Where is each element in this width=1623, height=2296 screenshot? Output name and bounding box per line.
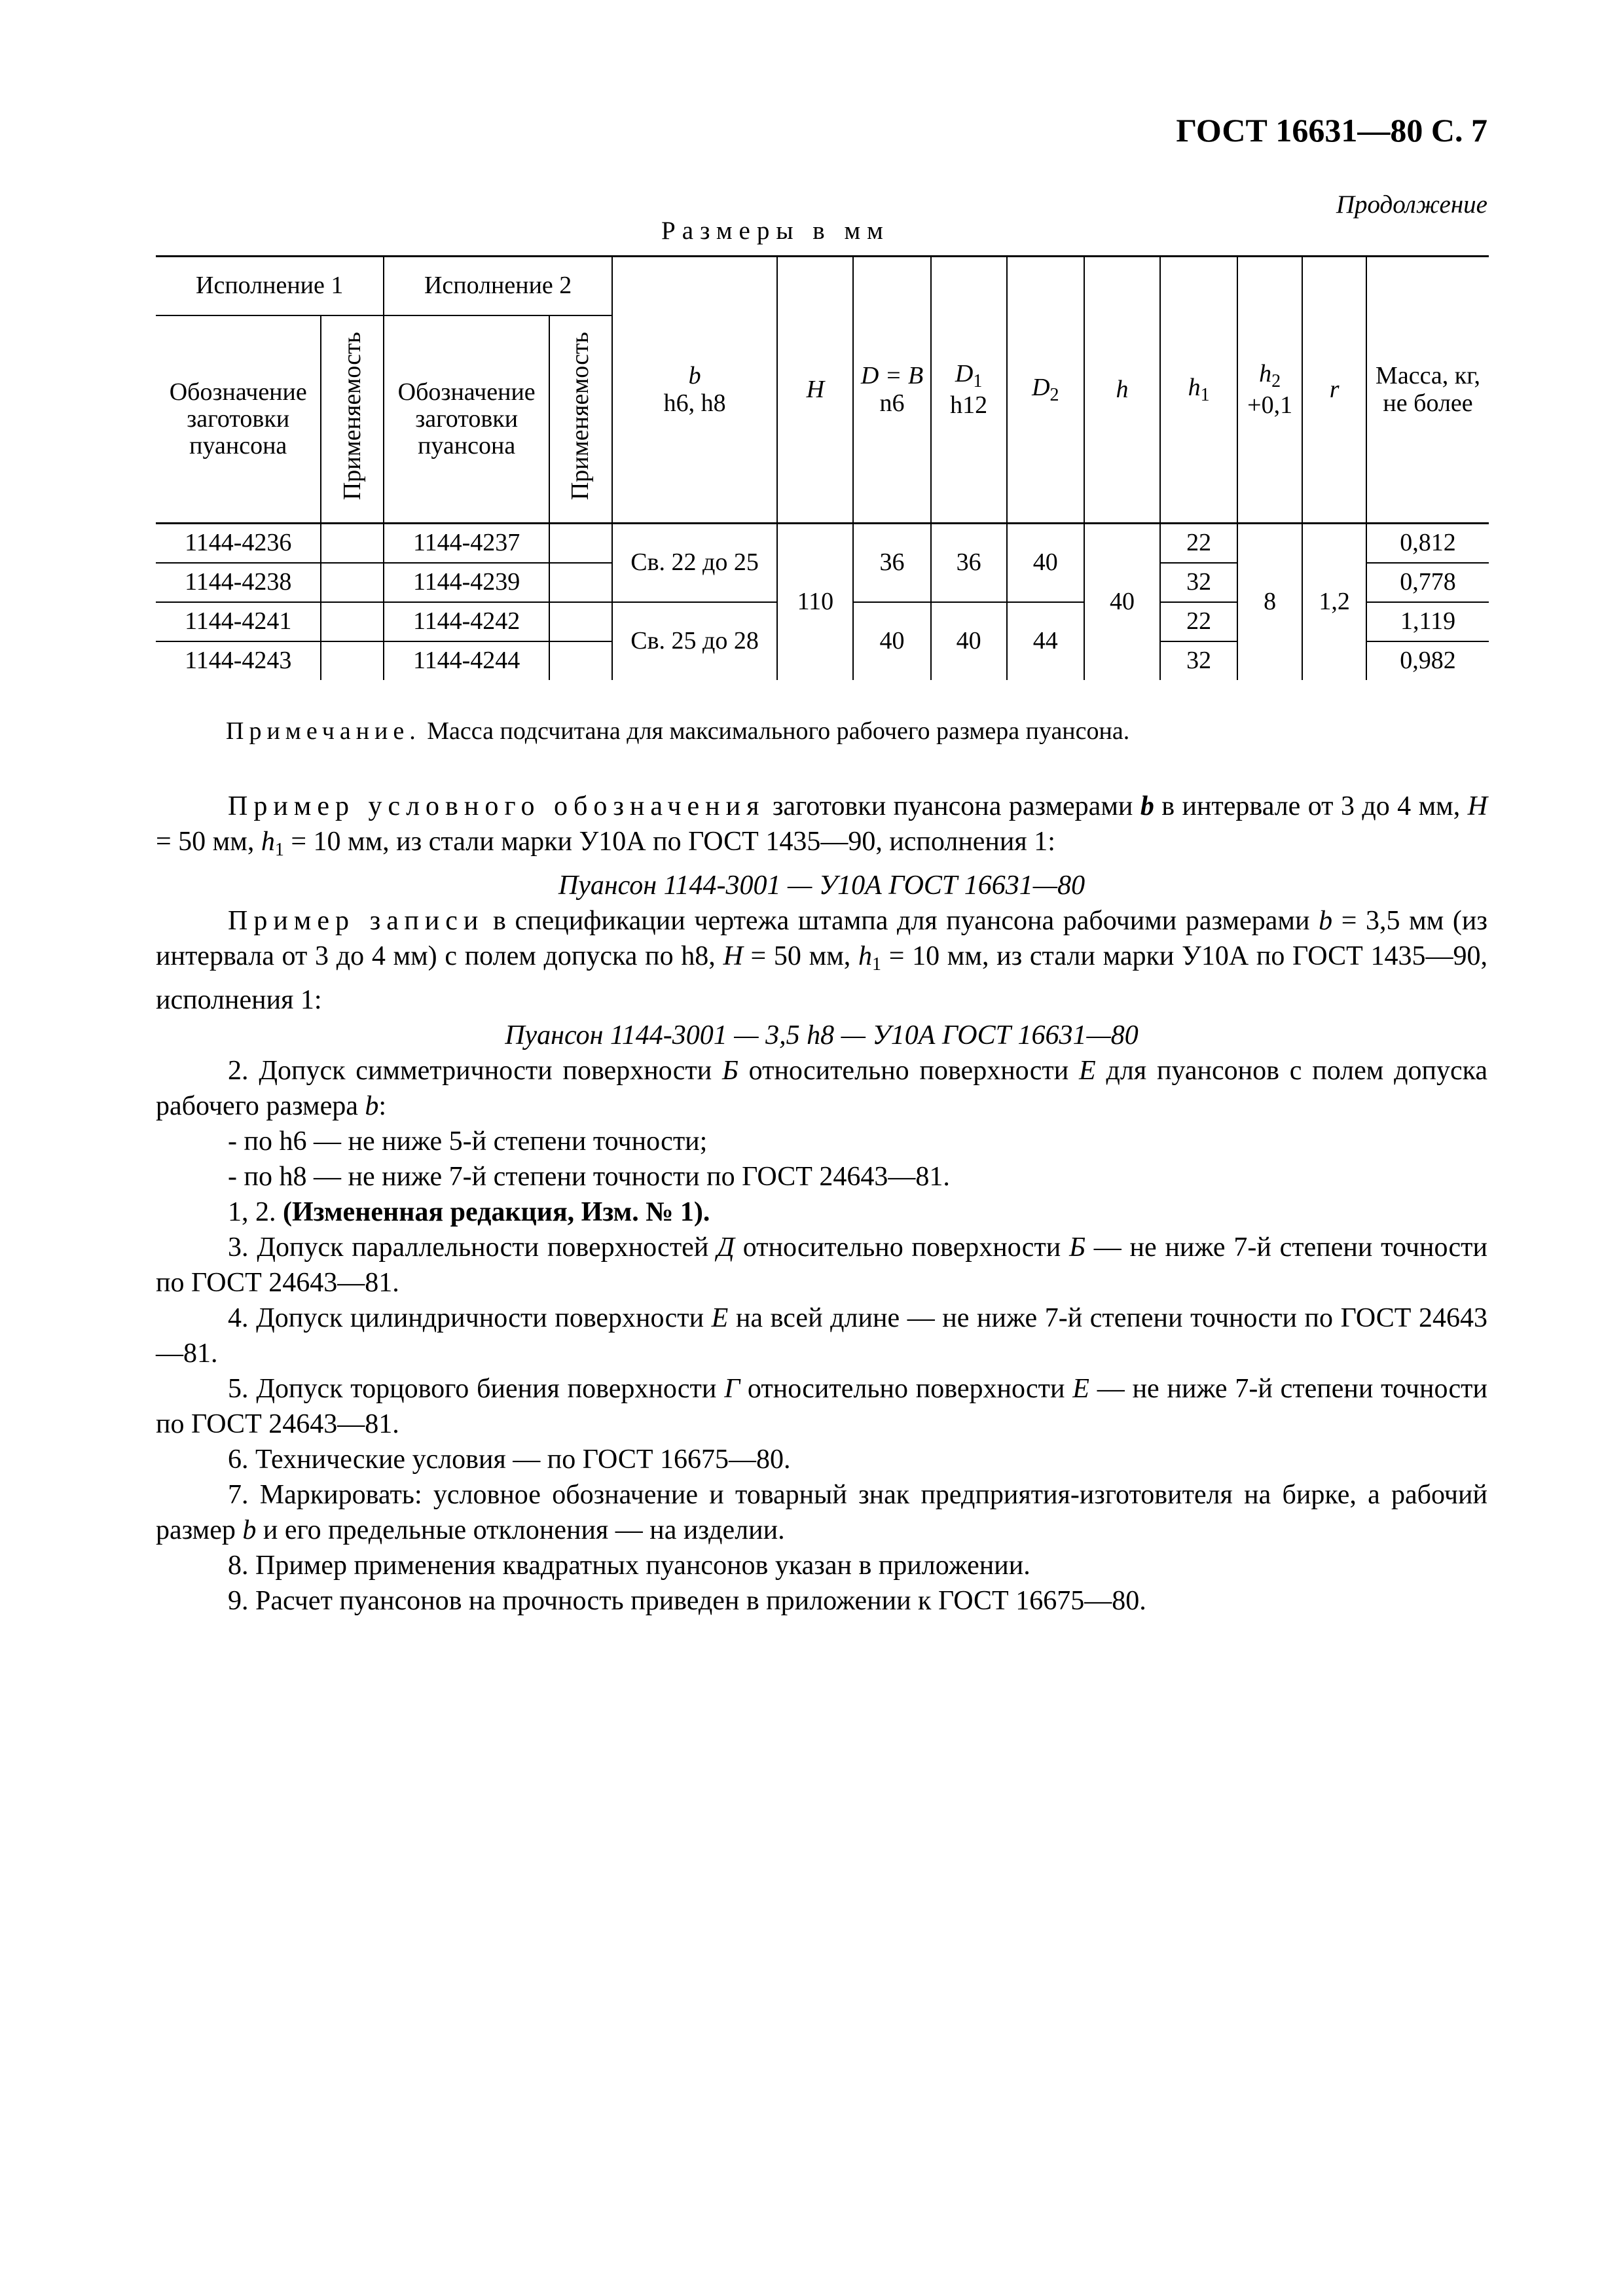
h1-cell: 22: [1160, 524, 1237, 564]
item-6: 6. Технические условия — по ГОСТ 16675—80.: [228, 1444, 791, 1475]
header-ispolnenie-2: Исполнение 2: [384, 257, 611, 315]
D2-cell: 44: [1007, 602, 1084, 680]
designation-1-cell: 1144-4236: [156, 524, 321, 564]
continuation-label: Продолжение: [1336, 190, 1487, 219]
b-cell: Св. 25 до 28: [612, 602, 777, 680]
header-mass: Масса, кг, не более: [1366, 257, 1489, 524]
table-note: [226, 717, 1129, 745]
item-4: 4. Допуск цилиндричности поверхности Е на всей длине — не ниже 7-й степени точности по ГОСТ 24643—81.: [156, 1303, 1488, 1369]
D2-cell: 40: [1007, 524, 1084, 603]
D1-cell: 40: [931, 602, 1007, 680]
table-row: [156, 524, 1489, 564]
designation-2-cell: 1144-4244: [384, 641, 549, 680]
h1-cell: 32: [1160, 641, 1237, 680]
designation-1-cell: 1144-4243: [156, 641, 321, 680]
header-designation-2: Обозначение заготовки пуансона: [384, 315, 549, 524]
applicability-cell: [321, 563, 384, 602]
h1-cell: 22: [1160, 602, 1237, 641]
header-H: H: [777, 257, 853, 524]
item-7: 7. Маркировать: условное обозначение и товарный знак предприятия-изготовителя на бирке, а рабочий размер b и его предельные отклонения — на изделии.: [156, 1480, 1487, 1545]
dimensions-table: [156, 255, 1489, 680]
item-3: 3. Допуск параллельности поверхностей Д относительно поверхности Б — не ниже 7-й степени точности по ГОСТ 24643—81.: [156, 1232, 1488, 1298]
item-5: 5. Допуск торцового биения поверхности Г относительно поверхности Е — не ниже 7-й степени точности по ГОСТ 24643—81.: [156, 1374, 1487, 1439]
mass-cell: 1,119: [1366, 602, 1489, 641]
h1-cell: 32: [1160, 563, 1237, 602]
body-text: [156, 789, 1487, 1619]
applicability-cell: [321, 602, 384, 641]
mass-cell: 0,778: [1366, 563, 1489, 602]
H-cell: 110: [777, 524, 853, 681]
header-h: h: [1084, 257, 1160, 524]
note-label: Примечание.: [226, 717, 421, 745]
applicability-cell: [549, 563, 612, 602]
item-2-line-1: - по h6 — не ниже 5-й степени точности;: [228, 1126, 708, 1157]
applicability-cell: [549, 602, 612, 641]
header-applicability-2: Применяемость: [549, 315, 612, 524]
amendment-note: 1, 2. (Измененная редакция, Изм. № 1).: [228, 1197, 710, 1227]
applicability-cell: [549, 524, 612, 564]
header-applicability-1: Применяемость: [321, 315, 384, 524]
applicability-cell: [321, 641, 384, 680]
designation-1-cell: 1144-4241: [156, 602, 321, 641]
item-8: 8. Пример применения квадратных пуансонов указан в приложении.: [228, 1551, 1030, 1581]
b-cell: Св. 22 до 25: [612, 524, 777, 603]
h-cell: 40: [1084, 524, 1160, 681]
example-record-formula: Пуансон 1144-3001 — 3,5 h8 — У10А ГОСТ 16631—80: [505, 1020, 1139, 1050]
D-B-cell: 40: [853, 602, 930, 680]
example-designation-formula: Пуансон 1144-3001 — У10А ГОСТ 16631—80: [558, 870, 1085, 901]
mass-cell: 0,982: [1366, 641, 1489, 680]
applicability-cell: [549, 641, 612, 680]
applicability-cell: [321, 524, 384, 564]
header-ispolnenie-1: Исполнение 1: [156, 257, 384, 315]
item-2-line-2: - по h8 — не ниже 7-й степени точности по ГОСТ 24643—81.: [228, 1162, 950, 1192]
dimensions-caption: Размеры в мм: [661, 217, 890, 245]
example-designation-paragraph: Пример условного обозначения заготовки пуансона размерами b в интервале от 3 до 4 мм, H = 50 мм, $h_1 = 10$ мм, из стали марки У10А по ГОСТ 1435—90, исполнения 1:: [156, 791, 1488, 860]
item-2: 2. Допуск симметричности поверхности Б относительно поверхности Е для пуансонов с полем допуска рабочего размера b:: [156, 1056, 1488, 1121]
designation-2-cell: 1144-4237: [384, 524, 549, 564]
header-D2: $D_2$: [1007, 257, 1084, 524]
header-r: r: [1302, 257, 1366, 524]
example-record-paragraph: Пример записи в спецификации чертежа штампа для пуансона рабочими размерами b = 3,5 мм (из интервала от 3 до 4 мм) с полем допуска по h8, H = 50 мм, $h_1 = 10$ мм, из стали марки У10А по ГОСТ 1435—90, исполнения 1:: [156, 906, 1487, 1015]
designation-2-cell: 1144-4242: [384, 602, 549, 641]
header-h1: $h_1$: [1160, 257, 1237, 524]
header-designation-1: Обозначение заготовки пуансона: [156, 315, 321, 524]
D1-cell: 36: [931, 524, 1007, 603]
header-b: b h6, h8: [612, 257, 777, 524]
mass-cell: 0,812: [1366, 524, 1489, 564]
header-D-B: D = B n6: [853, 257, 930, 524]
document-code: ГОСТ 16631—80 С. 7: [1176, 112, 1487, 149]
h2-cell: 8: [1237, 524, 1302, 681]
designation-1-cell: 1144-4238: [156, 563, 321, 602]
designation-2-cell: 1144-4239: [384, 563, 549, 602]
D-B-cell: 36: [853, 524, 930, 603]
header-h2: $h_2$ +0,1: [1237, 257, 1302, 524]
r-cell: 1,2: [1302, 524, 1366, 681]
header-D1: $D_1$ h12: [931, 257, 1007, 524]
item-9: 9. Расчет пуансонов на прочность приведен в приложении к ГОСТ 16675—80.: [228, 1586, 1146, 1616]
note-text: Масса подсчитана для максимального рабочего размера пуансона.: [427, 717, 1130, 745]
